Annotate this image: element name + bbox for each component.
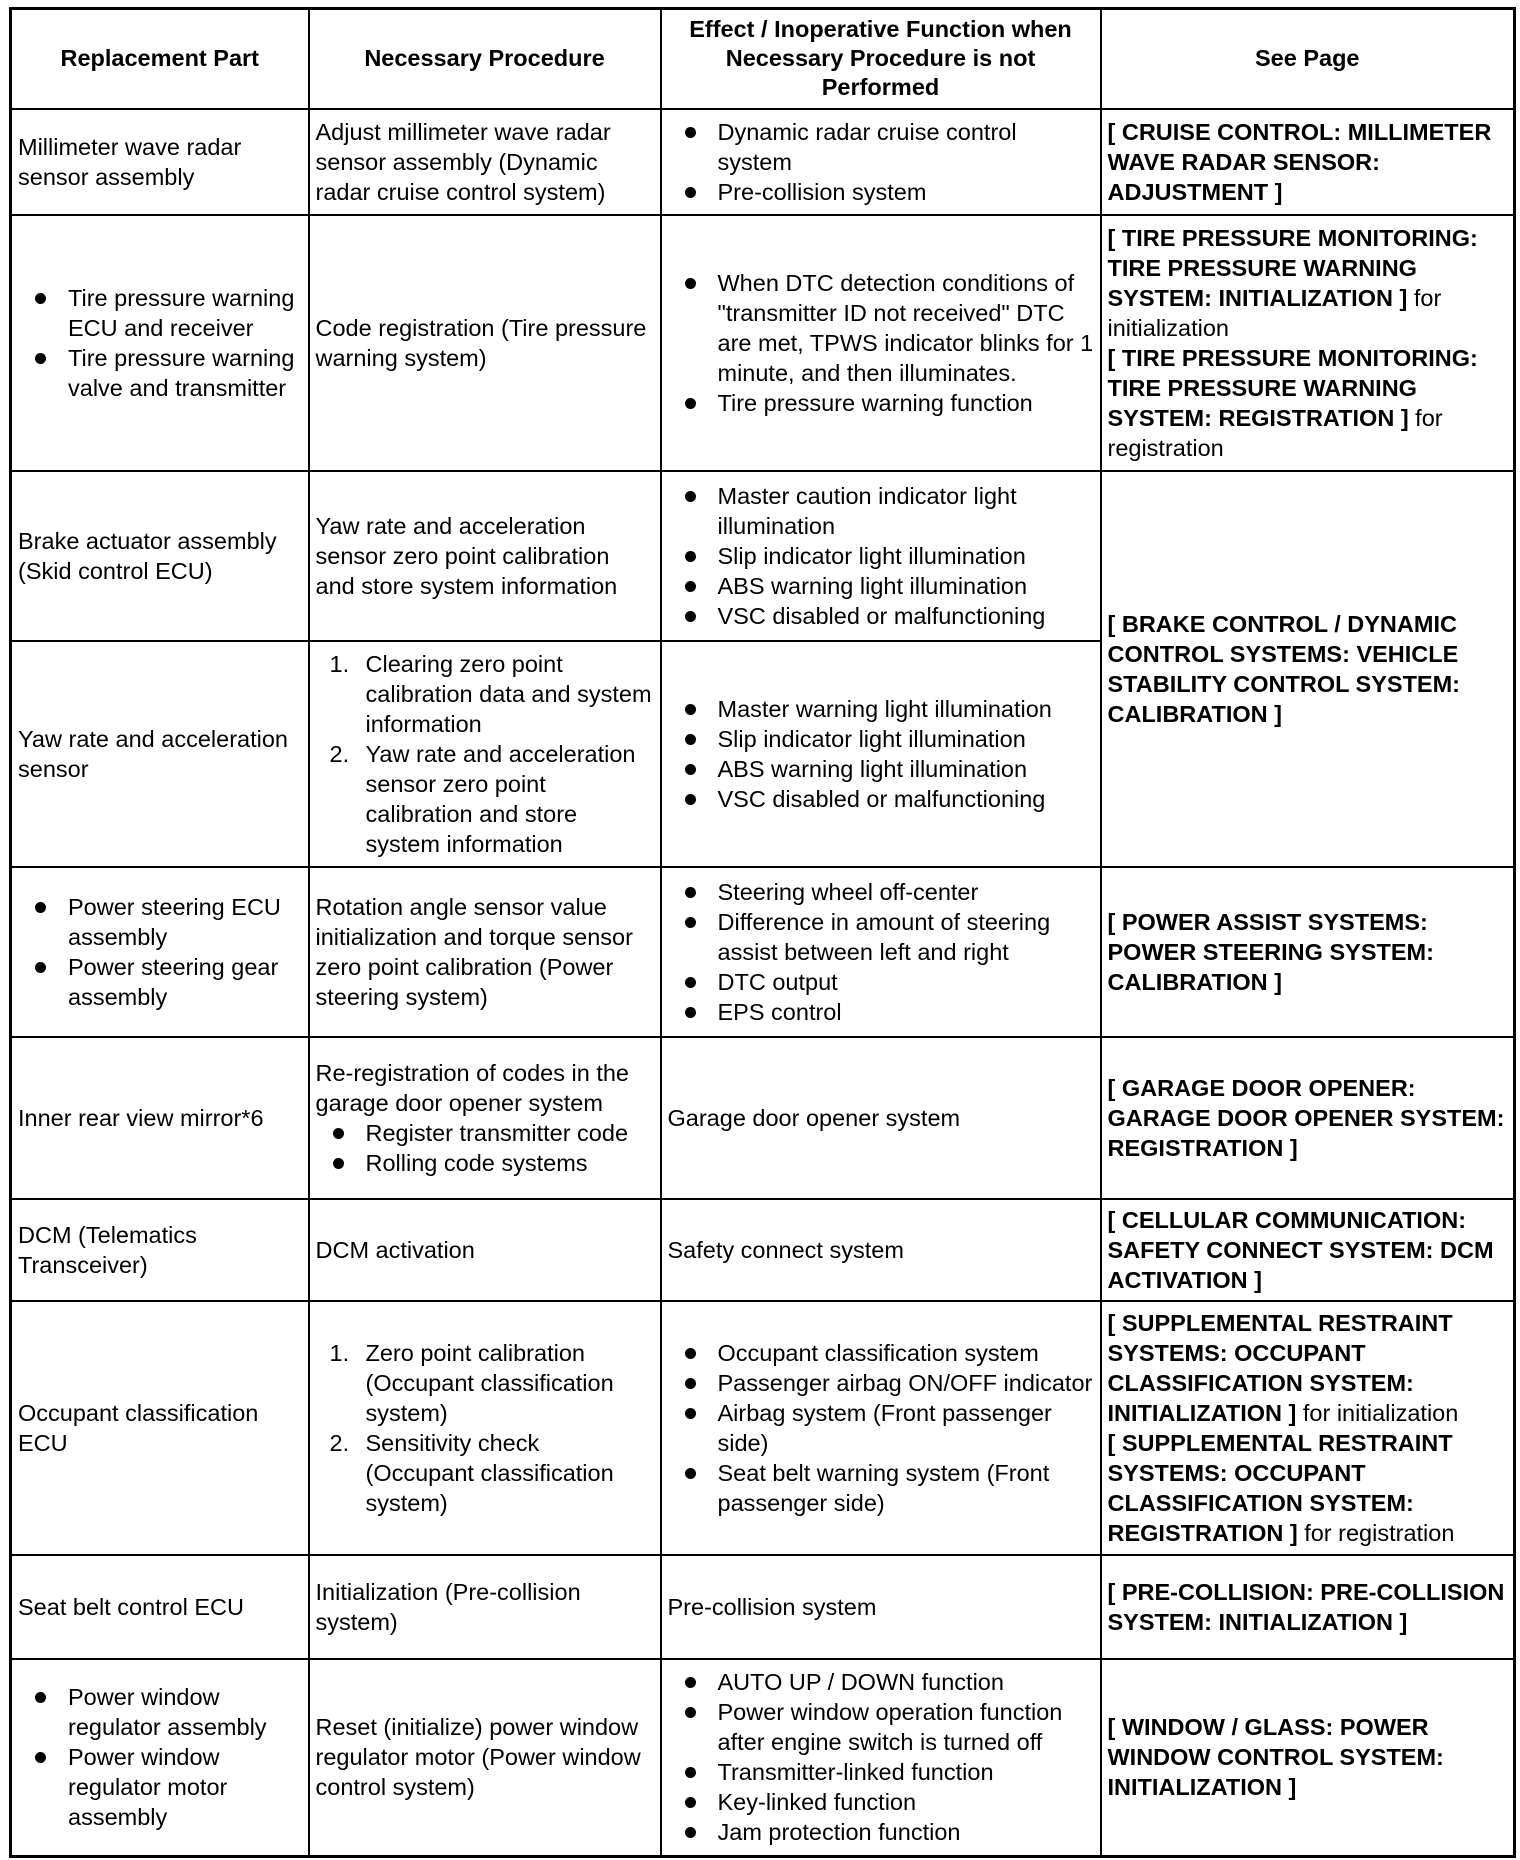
replacement-procedure-table xyxy=(9,7,1516,1858)
effect-cell xyxy=(661,641,1101,867)
list-item: VSC disabled or malfunctioning xyxy=(668,601,1094,631)
table-row-radar xyxy=(11,109,1515,215)
table-row-occupant xyxy=(11,1301,1515,1555)
header-row xyxy=(11,9,1515,109)
see-page-cell: [ SUPPLEMENTAL RESTRAINT SYSTEMS: OCCUPANT CLASSIFICATION SYSTEM: INITIALIZATION ] for initialization [ SUPPLEMENTAL RESTRAINT SYSTEMS: OCCUPANT CLASSIFICATION SYSTEM: REGISTRATION ] for registration xyxy=(1101,1301,1515,1555)
bullet-icon xyxy=(35,902,46,913)
part-cell: Brake actuator assembly (Skid control ECU) xyxy=(11,471,309,641)
bullet-icon xyxy=(685,887,696,898)
effect-cell xyxy=(661,1301,1101,1555)
effect-cell xyxy=(661,1659,1101,1857)
bullet-icon xyxy=(685,491,696,502)
list-item: Dynamic radar cruise control system xyxy=(668,117,1094,177)
list-item: Jam protection function xyxy=(668,1817,1094,1847)
bullet-icon xyxy=(35,293,46,304)
list-item: 2. Yaw rate and acceleration sensor zero point calibration and store system information xyxy=(329,740,636,857)
see-page-cell: [ BRAKE CONTROL / DYNAMIC CONTROL SYSTEMS: VEHICLE STABILITY CONTROL SYSTEM: CALIBRATION ] xyxy=(1101,471,1515,867)
part-cell xyxy=(11,215,309,471)
see-page-cell: [ CRUISE CONTROL: MILLIMETER WAVE RADAR SENSOR: ADJUSTMENT ] xyxy=(1101,109,1515,215)
bullet-icon xyxy=(685,1827,696,1838)
list-item: Transmitter-linked function xyxy=(668,1757,1094,1787)
part-cell: DCM (Telematics Transceiver) xyxy=(11,1199,309,1301)
list-item: Power window operation function after engine switch is turned off xyxy=(668,1697,1094,1757)
bullet-icon xyxy=(685,398,696,409)
procedure-cell: Reset (initialize) power window regulator motor (Power window control system) xyxy=(309,1659,661,1857)
list-item: Power steering ECU assembly xyxy=(18,892,302,952)
procedure-cell: DCM activation xyxy=(309,1199,661,1301)
procedure-cell xyxy=(309,641,661,867)
see-page-cell: [ CELLULAR COMMUNICATION: SAFETY CONNECT SYSTEM: DCM ACTIVATION ] xyxy=(1101,1199,1515,1301)
bullet-icon xyxy=(685,127,696,138)
see-page-cell: [ POWER ASSIST SYSTEMS: POWER STEERING SYSTEM: CALIBRATION ] xyxy=(1101,867,1515,1037)
bullet-icon xyxy=(685,794,696,805)
list-item: Key-linked function xyxy=(668,1787,1094,1817)
bullet-icon xyxy=(333,1158,344,1169)
bullet-icon xyxy=(35,1752,46,1763)
table-row-brake xyxy=(11,471,1515,641)
list-item: Slip indicator light illumination xyxy=(668,541,1094,571)
list-item: 1. Clearing zero point calibration data and system information xyxy=(329,650,652,737)
see-page-cell: [ WINDOW / GLASS: POWER WINDOW CONTROL SYSTEM: INITIALIZATION ] xyxy=(1101,1659,1515,1857)
bullet-icon xyxy=(685,581,696,592)
list-item: When DTC detection conditions of "transmitter ID not received" DTC are met, TPWS indicator blinks for 1 minute, and then illuminates. xyxy=(668,268,1094,388)
part-cell: Millimeter wave radar sensor assembly xyxy=(11,109,309,215)
table-row-dcm xyxy=(11,1199,1515,1301)
bullet-icon xyxy=(685,611,696,622)
bullet-icon xyxy=(685,1468,696,1479)
see-page-cell: [ TIRE PRESSURE MONITORING: TIRE PRESSURE WARNING SYSTEM: INITIALIZATION ] for initialization [ TIRE PRESSURE MONITORING: TIRE PRESSURE WARNING SYSTEM: REGISTRATION ] for registration xyxy=(1101,215,1515,471)
list-item: AUTO UP / DOWN function xyxy=(668,1667,1094,1697)
bullet-icon xyxy=(685,734,696,745)
list-item: Seat belt warning system (Front passenger side) xyxy=(668,1458,1094,1518)
bullet-icon xyxy=(685,278,696,289)
header-necessary-procedure: Necessary Procedure xyxy=(309,9,661,109)
bullet-icon xyxy=(685,764,696,775)
table-row-eps xyxy=(11,867,1515,1037)
list-item: Tire pressure warning valve and transmitter xyxy=(18,343,302,403)
list-item: Power window regulator assembly xyxy=(18,1682,302,1742)
effect-cell: Safety connect system xyxy=(661,1199,1101,1301)
part-cell: Yaw rate and acceleration sensor xyxy=(11,641,309,867)
bullet-icon xyxy=(35,962,46,973)
bullet-icon xyxy=(685,917,696,928)
list-item: Tire pressure warning ECU and receiver xyxy=(18,283,302,343)
list-item: ABS warning light illumination xyxy=(668,571,1094,601)
effect-cell xyxy=(661,471,1101,641)
list-item: Rolling code systems xyxy=(316,1148,654,1178)
procedure-cell: Initialization (Pre-collision system) xyxy=(309,1555,661,1659)
procedure-cell: Rotation angle sensor value initialization and torque sensor zero point calibration (Power steering system) xyxy=(309,867,661,1037)
bullet-icon xyxy=(333,1128,344,1139)
bullet-icon xyxy=(685,1007,696,1018)
effect-cell: Pre-collision system xyxy=(661,1555,1101,1659)
list-item: Power steering gear assembly xyxy=(18,952,302,1012)
list-item: Passenger airbag ON/OFF indicator xyxy=(668,1368,1094,1398)
table-row-window xyxy=(11,1659,1515,1857)
part-cell: Occupant classification ECU xyxy=(11,1301,309,1555)
list-item: Register transmitter code xyxy=(316,1118,654,1148)
bullet-icon xyxy=(685,1677,696,1688)
effect-cell xyxy=(661,867,1101,1037)
procedure-cell: Yaw rate and acceleration sensor zero point calibration and store system information xyxy=(309,471,661,641)
part-cell: Seat belt control ECU xyxy=(11,1555,309,1659)
list-item: Occupant classification system xyxy=(668,1338,1094,1368)
list-item: Slip indicator light illumination xyxy=(668,724,1094,754)
list-item: 1. Zero point calibration (Occupant classification system) xyxy=(329,1339,614,1426)
list-item: ABS warning light illumination xyxy=(668,754,1094,784)
procedure-cell: Adjust millimeter wave radar sensor assembly (Dynamic radar cruise control system) xyxy=(309,109,661,215)
part-cell: Inner rear view mirror*6 xyxy=(11,1037,309,1199)
bullet-icon xyxy=(685,1797,696,1808)
list-item: 2. Sensitivity check (Occupant classification system) xyxy=(329,1429,614,1516)
part-cell xyxy=(11,867,309,1037)
bullet-icon xyxy=(35,353,46,364)
header-see-page: See Page xyxy=(1101,9,1515,109)
list-item: VSC disabled or malfunctioning xyxy=(668,784,1094,814)
list-item: EPS control xyxy=(668,997,1094,1027)
effect-cell xyxy=(661,109,1101,215)
table-row-tpws xyxy=(11,215,1515,471)
list-item: Airbag system (Front passenger side) xyxy=(668,1398,1094,1458)
bullet-icon xyxy=(685,977,696,988)
effect-cell xyxy=(661,215,1101,471)
bullet-icon xyxy=(35,1692,46,1703)
bullet-icon xyxy=(685,1348,696,1359)
header-effect: Effect / Inoperative Function when Necessary Procedure is not Performed xyxy=(661,9,1101,109)
list-item: Master warning light illumination xyxy=(668,694,1094,724)
list-item: Master caution indicator light illumination xyxy=(668,481,1094,541)
bullet-icon xyxy=(685,704,696,715)
bullet-icon xyxy=(685,187,696,198)
see-page-cell: [ PRE-COLLISION: PRE-COLLISION SYSTEM: INITIALIZATION ] xyxy=(1101,1555,1515,1659)
list-item: DTC output xyxy=(668,967,1094,997)
part-cell xyxy=(11,1659,309,1857)
bullet-icon xyxy=(685,1378,696,1389)
bullet-icon xyxy=(685,1408,696,1419)
list-item: Difference in amount of steering assist between left and right xyxy=(668,907,1094,967)
list-item: Power window regulator motor assembly xyxy=(18,1742,302,1832)
header-replacement-part: Replacement Part xyxy=(11,9,309,109)
procedure-cell xyxy=(309,1301,661,1555)
bullet-icon xyxy=(685,1707,696,1718)
see-page-cell: [ GARAGE DOOR OPENER: GARAGE DOOR OPENER SYSTEM: REGISTRATION ] xyxy=(1101,1037,1515,1199)
table-row-seatbelt xyxy=(11,1555,1515,1659)
list-item: Pre-collision system xyxy=(668,177,1094,207)
effect-cell: Garage door opener system xyxy=(661,1037,1101,1199)
bullet-icon xyxy=(685,551,696,562)
procedure-cell: Code registration (Tire pressure warning system) xyxy=(309,215,661,471)
list-item: Steering wheel off-center xyxy=(668,877,1094,907)
table-row-mirror xyxy=(11,1037,1515,1199)
bullet-icon xyxy=(685,1767,696,1778)
list-item: Tire pressure warning function xyxy=(668,388,1094,418)
procedure-cell: Re-registration of codes in the garage door opener system Register transmitter code Rolling code systems xyxy=(309,1037,661,1199)
